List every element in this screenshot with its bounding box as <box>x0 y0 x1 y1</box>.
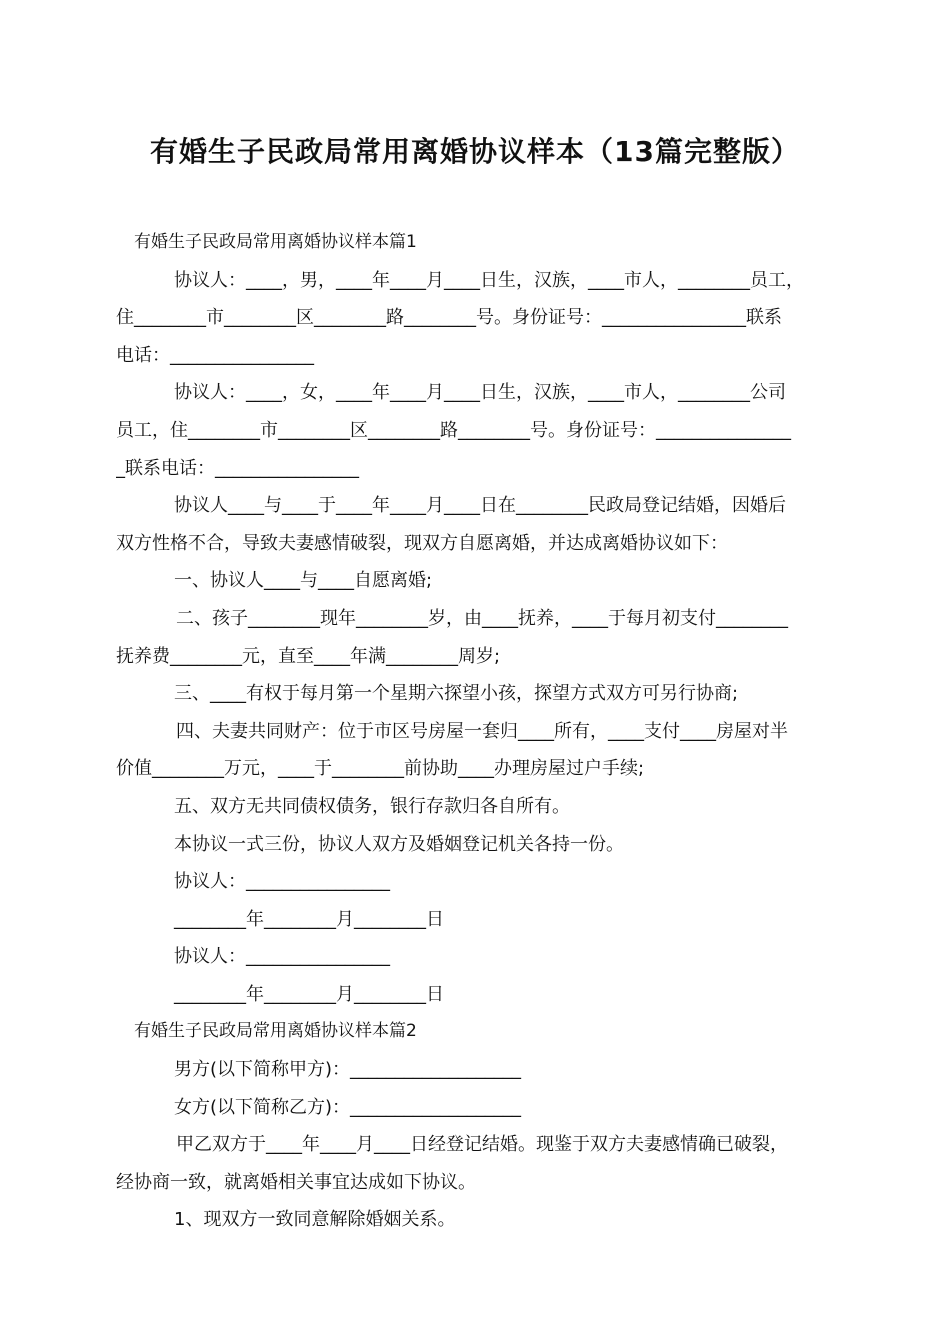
body-line: 协议人____与____于____年____月____日在________民政局登记结婚，因婚后 <box>174 495 786 517</box>
body-line: 男方(以下简称甲方)：___________________ <box>174 1059 522 1081</box>
body-line: 电话：________________ <box>116 344 314 366</box>
body-line: 协议人：________________ <box>174 946 390 968</box>
body-line: 四、夫妻共同财产：位于市区号房屋一套归____所有，____支付____房屋对半 <box>176 720 788 742</box>
body-line: 女方(以下简称乙方)：___________________ <box>174 1096 522 1118</box>
body-line: 住________市________区________路________号。身份证号：________________联系 <box>116 307 782 329</box>
body-line: ________年________月________日 <box>174 983 444 1005</box>
body-line: 本协议一式三份，协议人双方及婚姻登记机关各持一份。 <box>174 833 624 855</box>
body-line: 价值________万元，____于________前协助____办理房屋过户手续; <box>116 758 645 780</box>
body-line: _联系电话：________________ <box>116 457 359 479</box>
body-line: 协议人：____，女，____年____月____日生，汉族，____市人，________公司 <box>174 382 786 404</box>
body-line: ________年________月________日 <box>174 908 444 930</box>
section-heading: 有婚生子民政局常用离婚协议样本篇2 <box>134 1021 417 1042</box>
section-heading: 有婚生子民政局常用离婚协议样本篇1 <box>134 232 417 252</box>
body-line: 二、孩子________现年________岁，由____抚养，____于每月初支付________ <box>176 607 788 629</box>
body-line: 抚养费________元，直至____年满________周岁; <box>116 645 501 667</box>
body-line: 经协商一致，就离婚相关事宜达成如下协议。 <box>116 1171 476 1193</box>
body-line: 三、____有权于每月第一个星期六探望小孩，探望方式双方可另行协商; <box>174 683 739 705</box>
body-line: 一、协议人____与____自愿离婚; <box>174 570 433 592</box>
body-line: 双方性格不合，导致夫妻感情破裂，现双方自愿离婚，并达成离婚协议如下： <box>116 532 728 554</box>
body-line: 协议人：____，男，____年____月____日生，汉族，____市人，________员工， <box>174 269 804 291</box>
body-line: 甲乙双方于____年____月____日经登记结婚。现鉴于双方夫妻感情确已破裂， <box>176 1134 788 1156</box>
body-line: 1、现双方一致同意解除婚姻关系。 <box>174 1209 456 1231</box>
body-line: 协议人：________________ <box>174 871 390 893</box>
body-line: 员工，住________市________区________路________号。身份证号：_______________ <box>116 419 791 441</box>
document-title: 有婚生子民政局常用离婚协议样本（13篇完整版） <box>150 135 800 168</box>
document-body <box>116 224 838 1239</box>
body-line: 五、双方无共同债权债务，银行存款归各自所有。 <box>174 795 570 817</box>
